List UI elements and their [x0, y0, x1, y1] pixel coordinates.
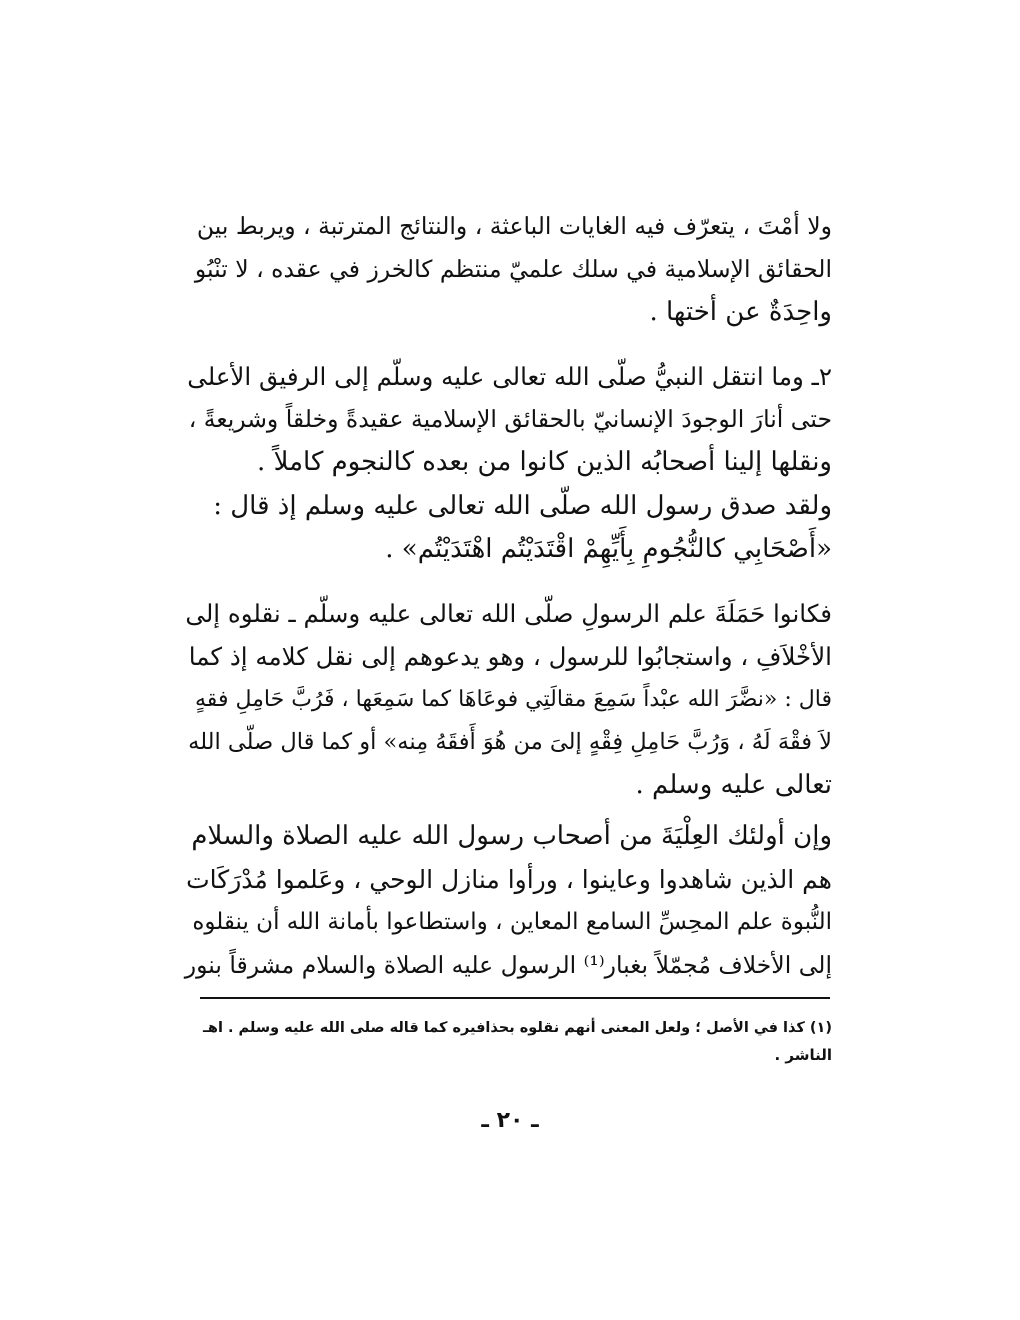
paragraph-3 — [185, 485, 832, 571]
paragraph-1 — [185, 205, 832, 334]
paragraph-2 — [185, 355, 832, 484]
text-line: تعالى عليه وسلم . — [635, 770, 832, 800]
text-line: قال : «نضَّرَ الله عبْداً سَمِعَ مقالَتِي فوعَاهَا كما سَمِعَها ، فَرُبَّ حَامِلِ فقهٍ — [195, 687, 832, 712]
text-line: لاَ فقْهَ لَهُ ، وَرُبَّ حَامِلِ فِقْهٍ إلىَ من هُوَ أَفقَهُ مِنه» أو كما قال صلّى الله — [188, 729, 832, 755]
text-line: وإن أولئك العِلْيَةَ من أصحاب رسول الله عليه الصلاة والسلام — [191, 821, 832, 851]
text-line: إلى الأخلاف مُجمّلاً بغبار⁽¹⁾ الرسول عليه الصلاة والسلام مشرقاً بنور — [184, 951, 832, 979]
text-line: الحقائق الإسلامية في سلك علميّ منتظم كالخرز في عقده ، لا تنْبُو — [194, 255, 832, 283]
footnote-line: (١) كذا في الأصل ؛ ولعل المعنى أنهم نقلوه بحذافيره كما قاله صلى الله عليه وسلم . اهـ — [202, 1020, 832, 1036]
text-line: ولقد صدق رسول الله صلّى الله تعالى عليه وسلم إذ قال : — [213, 491, 832, 521]
text-line: الأخْلاَفِ ، واستجابُوا للرسول ، وهو يدعوهم إلى نقل كلامه إذ كما — [188, 642, 832, 671]
hadith-quote: «أَصْحَابِي كالنُّجُومِ بِأَيِّهِمْ اقْتَدَيْتُم اهْتَدَيْتُم» . — [385, 534, 832, 564]
footnote-line: الناشر . — [774, 1046, 832, 1064]
text-line: هم الذين شاهدوا وعاينوا ، ورأوا منازل الوحي ، وعَلموا مُدْرَكَات — [186, 865, 832, 894]
text-line: فكانوا حَمَلَةَ علم الرسولِ صلّى الله تعالى عليه وسلّم ـ نقلوه إلى — [185, 599, 832, 628]
text-line: حتى أنارَ الوجودَ الإنسانيّ بالحقائق الإسلامية عقيدةً وخلقاً وشريعةً ، — [188, 405, 832, 433]
paragraph-5 — [185, 815, 832, 987]
footnote-divider — [200, 997, 830, 999]
paragraph-4 — [185, 592, 832, 807]
page-number: ـ ٢٠ ـ — [481, 1108, 539, 1133]
footnote — [200, 1015, 832, 1069]
text-line: النُّبوة علم المحِسِّ السامع المعاين ، واستطاعوا بأمانة الله أن ينقلوه — [192, 909, 832, 935]
text-line: ونقلها إلينا أصحابُه الذين كانوا من بعده كالنجوم كاملاً . — [257, 447, 832, 477]
text-line: ٢ـ وما انتقل النبيُّ صلّى الله تعالى عليه وسلّم إلى الرفيق الأعلى — [187, 362, 832, 391]
text-line: ولا أمْتَ ، يتعرّف فيه الغايات الباعثة ، والنتائج المترتبة ، ويربط بين — [196, 212, 832, 240]
text-line: واحِدَةٌ عن أختها . — [649, 297, 832, 327]
